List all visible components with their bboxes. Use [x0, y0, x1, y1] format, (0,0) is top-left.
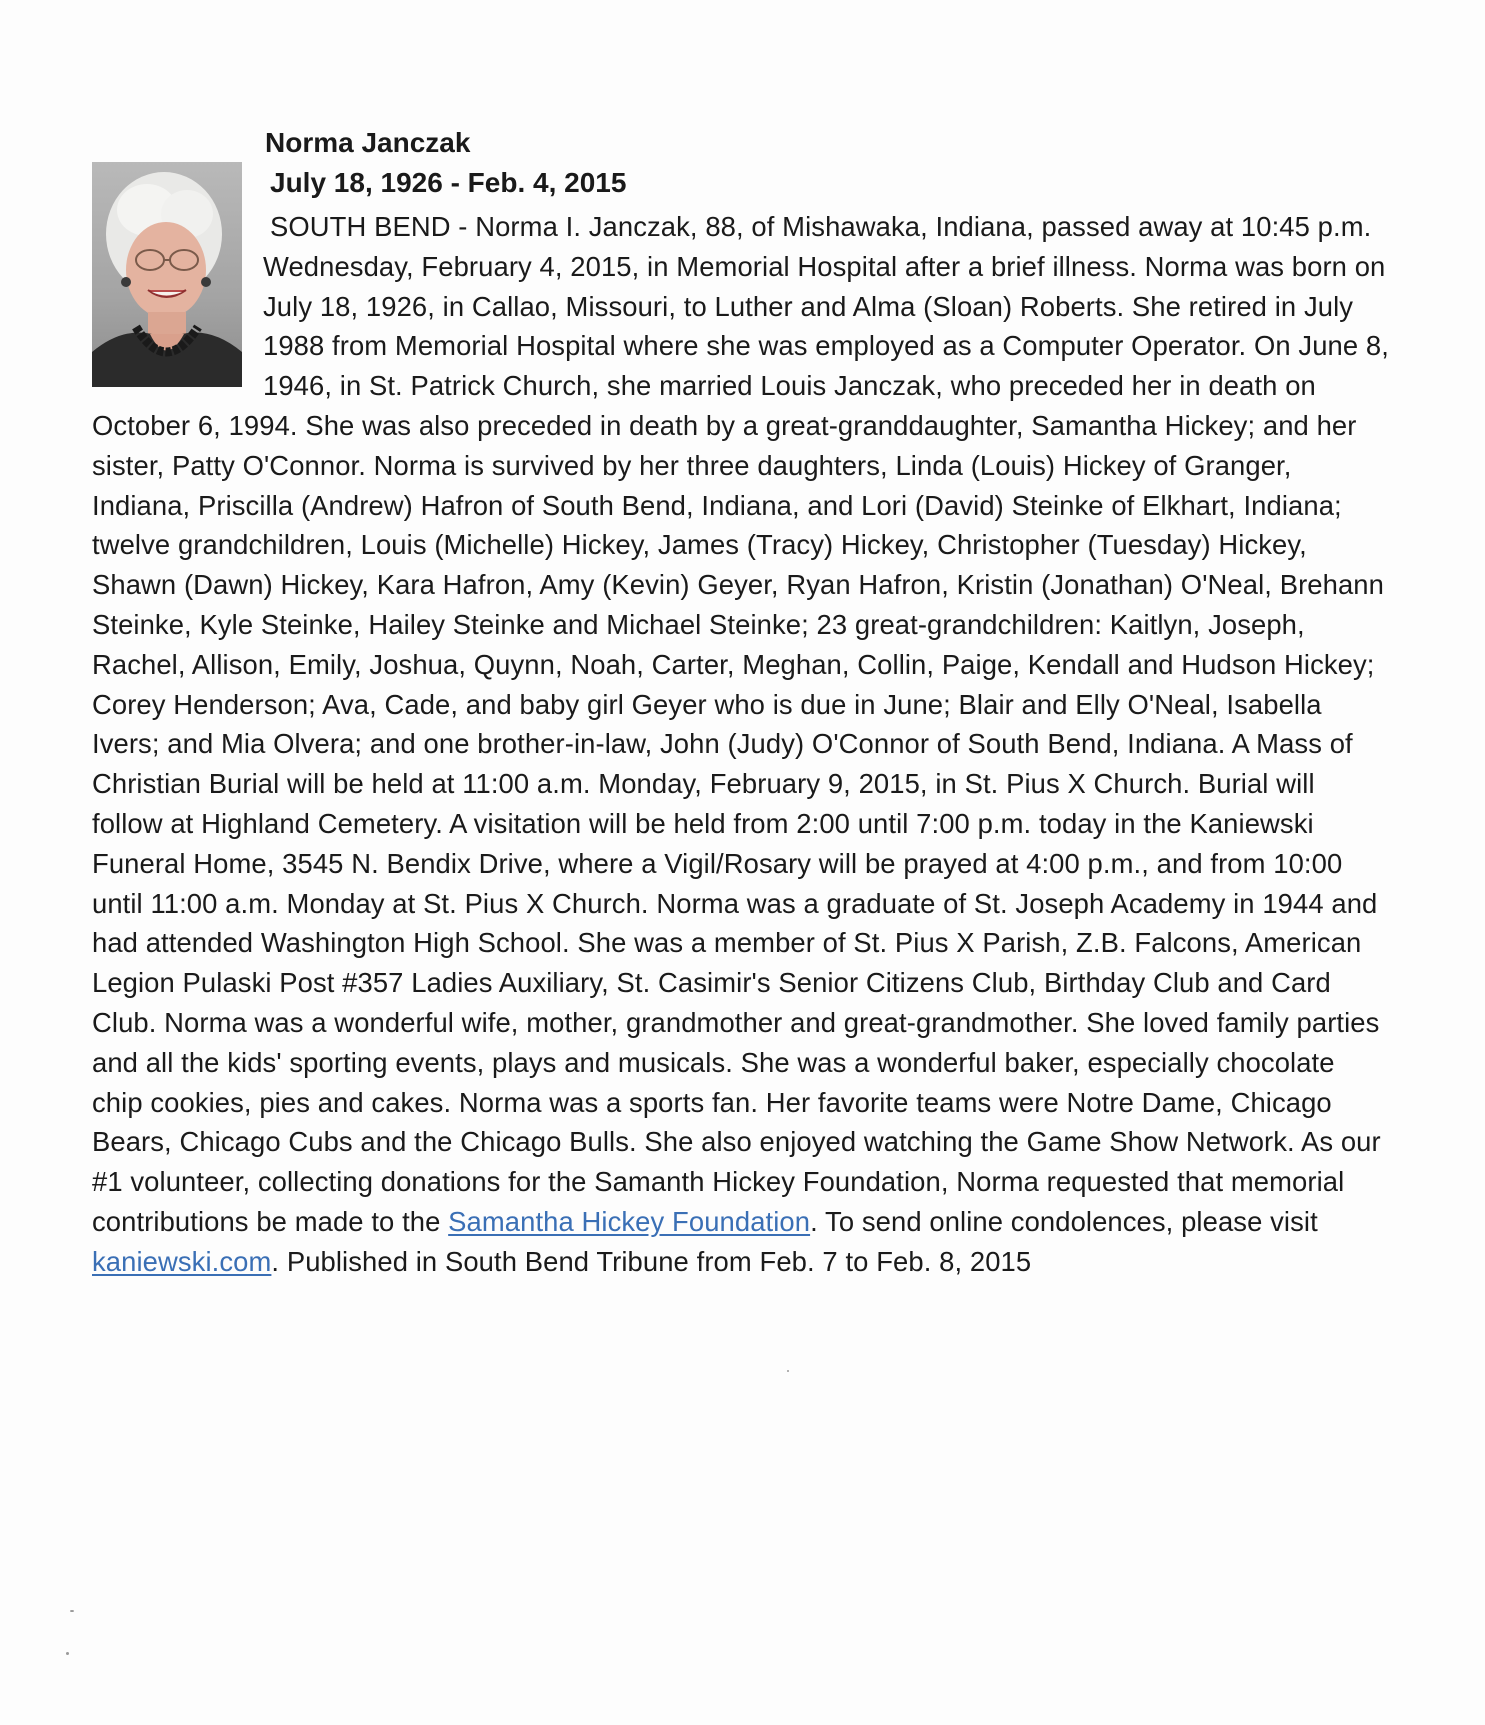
scan-speck: [787, 1370, 789, 1372]
obituary-body: [92, 207, 1392, 1282]
obituary-name: Norma Janczak: [265, 127, 471, 158]
foundation-link[interactable]: Samantha Hickey Foundation: [448, 1205, 811, 1237]
scan-speck: [66, 1652, 69, 1655]
obituary-dates: July 18, 1926 - Feb. 4, 2015: [270, 167, 627, 198]
portrait-photo-icon: [92, 162, 242, 387]
portrait-illustration: [92, 162, 242, 387]
obituary-text-part2: . To send online condolences, please visit: [810, 1205, 1318, 1237]
obituary-text-part3: . Published in South Bend Tribune from Feb. 7 to Feb. 8, 2015: [271, 1245, 1032, 1277]
obituary-text-part1: SOUTH BEND - Norma I. Janczak, 88, of Mishawaka, Indiana, passed away at 10:45 p.m. Wednesday, February 4, 2015, in Memorial Hospital after a brief illness. Norma was born on July 18, 1926, in Callao, Missouri, to Luther and Alma (Sloan) Roberts. She retired in July 1988 from Memorial Hospital where she was employed as a Computer Operator. On June 8, 1946, in St. Patrick Church, she married Louis Janczak, who preceded her in death on October 6, 1994. She was also preceded in death by a great-granddaughter, Samantha Hickey; and her sister, Patty O'Connor. Norma is survived by her three daughters, Linda (Louis) Hickey of Granger, Indiana, Priscilla (Andrew) Hafron of South Bend, Indiana, and Lori (David) Steinke of Elkhart, Indiana; twelve grandchildren, Louis (Michelle) Hickey, James (Tracy) Hickey, Christopher (Tuesday) Hickey, Shawn (Dawn) Hickey, Kara Hafron, Amy (Kevin) Geyer, Ryan Hafron, Kristin (Jonathan) O'Neal, Brehann Steinke, Kyle Steinke, Hailey Steinke and Michael Steinke; 23 great-grandchildren: Kaitlyn, Joseph, Rachel, Allison, Emily, Joshua, Quynn, Noah, Carter, Meghan, Collin, Paige, Kendall and Hudson Hickey; Corey Henderson; Ava, Cade, and baby girl Geyer who is due in June; Blair and Elly O'Neal, Isabella Ivers; and Mia Olvera; and one brother-in-law, John (Judy) O'Connor of South Bend, Indiana. A Mass of Christian Burial will be held at 11:00 a.m. Monday, February 9, 2015, in St. Pius X Church. Burial will follow at Highland Cemetery. A visitation will be held from 2:00 until 7:00 p.m. today in the Kaniewski Funeral Home, 3545 N. Bendix Drive, where a Vigil/Rosary will be prayed at 4:00 p.m., and from 10:00 until 11:00 a.m. Monday at St. Pius X Church. Norma was a graduate of St. Joseph Academy in 1944 and had attended Washington High School. She was a member of St. Pius X Parish, Z.B. Falcons, American Legion Pulaski Post #357 Ladies Auxiliary, St. Casimir's Senior Citizens Club, Birthday Club and Card Club. Norma was a wonderful wife, mother, grandmother and great-grandmother. She loved family parties and all the kids' sporting events, plays and musicals. She was a wonderful baker, especially chocolate chip cookies, pies and cakes. Norma was a sports fan. Her favorite teams were Notre Dame, Chicago Bears, Chicago Cubs and the Chicago Bulls. She also enjoyed watching the Game Show Network. As our #1 volunteer, collecting donations for the Samanth Hickey Foundation, Norma requested that memorial contributions be made to the: [92, 211, 1389, 1237]
kaniewski-link[interactable]: kaniewski.com: [92, 1245, 272, 1277]
scan-speck: [70, 1610, 74, 1612]
